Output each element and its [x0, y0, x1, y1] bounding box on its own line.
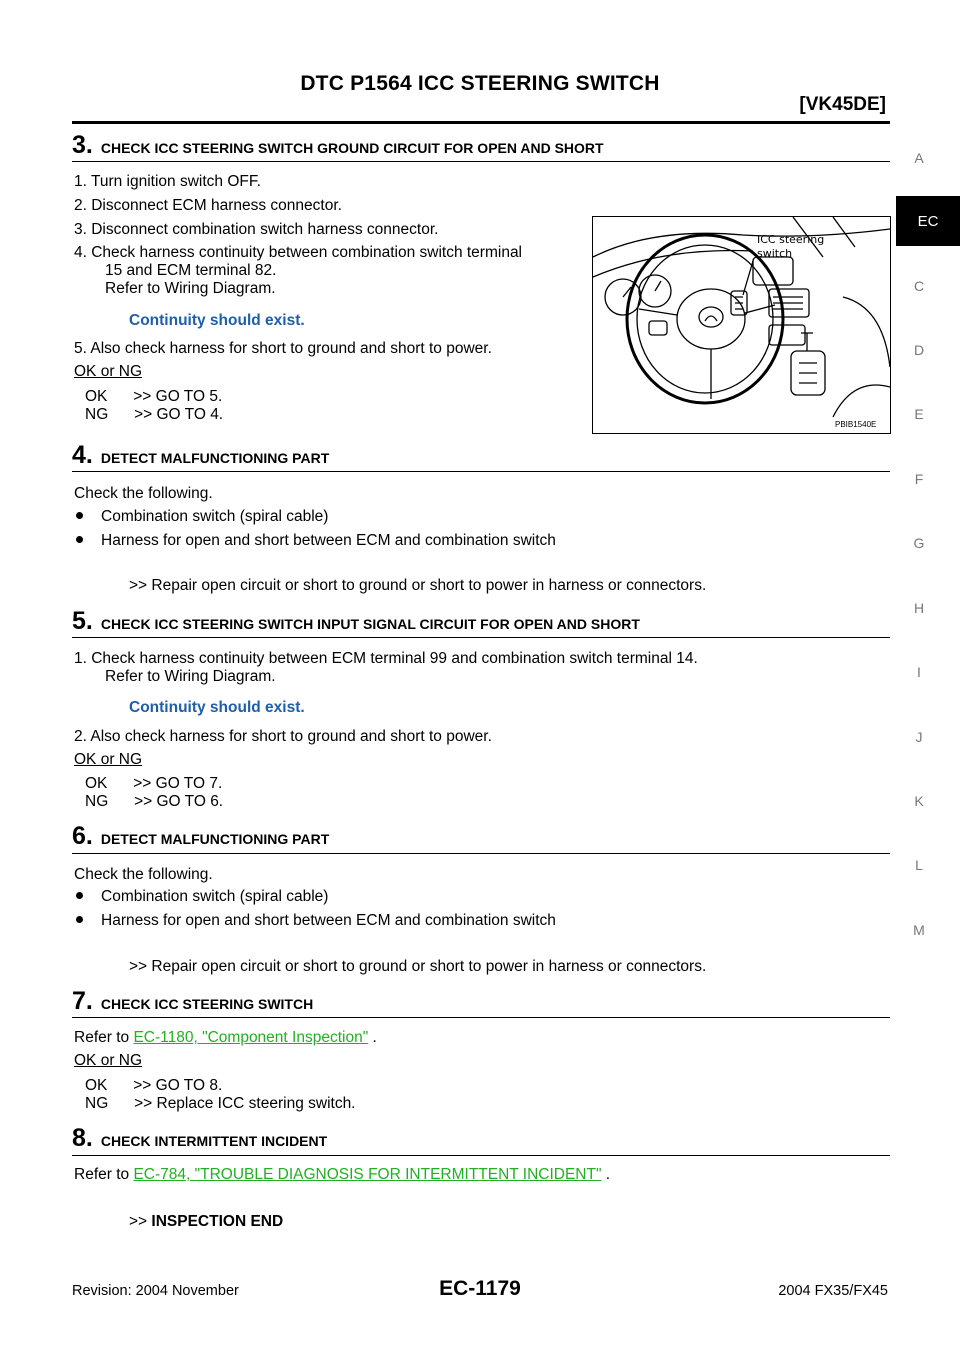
side-index-m[interactable]: M	[913, 922, 925, 938]
step-5-ng: NG >> GO TO 6.	[85, 793, 224, 810]
step-3-item-1: 1. Turn ignition switch OFF.	[74, 173, 261, 190]
side-index-d[interactable]: D	[913, 342, 925, 358]
refer-prefix: Refer to	[74, 1029, 134, 1046]
side-index-c[interactable]: C	[913, 278, 925, 294]
list-item-text: Harness for open and short between ECM and combination switch	[101, 532, 556, 549]
step-3-item-4-refer: Refer to Wiring Diagram.	[105, 280, 276, 297]
side-index-e[interactable]: E	[914, 406, 924, 422]
refer-prefix: Refer to	[74, 1166, 134, 1183]
step-4-action: >> Repair open circuit or short to ground or short to power in harness or connectors.	[129, 577, 707, 594]
step-3-ok-or-ng: OK or NG	[74, 363, 143, 380]
side-index-l[interactable]: L	[915, 857, 923, 873]
step-6-heading	[72, 822, 329, 851]
step-7-rule	[72, 1017, 890, 1018]
step-3-item-2: 2. Disconnect ECM harness connector.	[74, 197, 342, 214]
step-5-item-2: 2. Also check harness for short to ground and short to power.	[74, 728, 492, 745]
step-7-ok: OK >> GO TO 8.	[85, 1077, 223, 1094]
list-item-text: Combination switch (spiral cable)	[101, 508, 329, 525]
page-number: EC-1179	[439, 1277, 521, 1300]
step-title: CHECK ICC STEERING SWITCH GROUND CIRCUIT FOR OPEN AND SHORT	[100, 140, 604, 156]
step-7-ng: NG >> Replace ICC steering switch.	[85, 1095, 356, 1112]
step-6-action: >> Repair open circuit or short to ground or short to power in harness or connectors.	[129, 958, 707, 975]
side-index-f[interactable]: F	[914, 471, 924, 487]
step-number: 7.	[72, 987, 93, 1015]
step-title: CHECK INTERMITTENT INCIDENT	[100, 1133, 328, 1149]
step-3-item-3: 3. Disconnect combination switch harness connector.	[74, 221, 439, 238]
list-item	[76, 532, 556, 550]
step-number: 3.	[72, 131, 93, 159]
step-5-heading	[72, 607, 640, 636]
engine-code: [VK45DE]	[799, 94, 886, 115]
step-title: DETECT MALFUNCTIONING PART	[100, 450, 330, 466]
step-title: DETECT MALFUNCTIONING PART	[100, 831, 330, 847]
step-5-item-1-refer: Refer to Wiring Diagram.	[105, 668, 276, 685]
side-index-ec-active[interactable]: EC	[896, 196, 960, 246]
side-index-k[interactable]: K	[914, 793, 924, 809]
list-item-text: Harness for open and short between ECM and combination switch	[101, 912, 556, 929]
end-prefix: >>	[129, 1213, 152, 1230]
figure-code: PBIB1540E	[835, 420, 877, 429]
step-5-item-1: 1. Check harness continuity between ECM terminal 99 and combination switch terminal 14.	[74, 650, 698, 667]
step-5-rule	[72, 637, 890, 638]
step-5-ok-or-ng: OK or NG	[74, 751, 143, 768]
list-item-text: Combination switch (spiral cable)	[101, 888, 329, 905]
figure-label-line-1: ICC steering	[757, 233, 825, 246]
header-rule	[72, 121, 890, 124]
step-8-end	[129, 1213, 283, 1231]
step-3-spec: Continuity should exist.	[129, 312, 305, 329]
step-3-ng: NG >> GO TO 4.	[85, 406, 224, 423]
step-4-rule	[72, 471, 890, 472]
step-5-spec: Continuity should exist.	[129, 699, 305, 716]
intermittent-incident-link[interactable]: EC-784, "TROUBLE DIAGNOSIS FOR INTERMITTENT INCIDENT"	[133, 1166, 602, 1183]
step-number: 5.	[72, 607, 93, 635]
footer-revision: Revision: 2004 November	[72, 1283, 239, 1299]
steering-wheel-illustration	[593, 217, 890, 433]
step-4-intro: Check the following.	[74, 485, 213, 502]
step-7-heading	[72, 987, 313, 1016]
side-index-a[interactable]: A	[914, 150, 924, 166]
step-7-refer	[74, 1029, 377, 1047]
side-index-g[interactable]: G	[913, 535, 925, 551]
refer-suffix: .	[601, 1166, 611, 1183]
figure-label-line-2: switch	[757, 247, 793, 260]
step-3-item-4: 4. Check harness continuity between combination switch terminal	[74, 244, 523, 261]
step-3-heading	[72, 131, 604, 160]
bullet-icon	[76, 916, 83, 923]
side-index-i[interactable]: I	[917, 664, 921, 680]
step-5-ok: OK >> GO TO 7.	[85, 775, 223, 792]
bullet-icon	[76, 512, 83, 519]
step-number: 4.	[72, 441, 93, 469]
step-number: 6.	[72, 822, 93, 850]
footer-model: 2004 FX35/FX45	[778, 1283, 888, 1299]
step-3-rule	[72, 161, 890, 162]
list-item	[76, 888, 328, 906]
step-number: 8.	[72, 1124, 93, 1152]
step-3-item-5: 5. Also check harness for short to ground and short to power.	[74, 340, 492, 357]
step-3-ok: OK >> GO TO 5.	[85, 388, 223, 405]
step-title: CHECK ICC STEERING SWITCH	[100, 996, 314, 1012]
steering-wheel-figure	[592, 216, 891, 434]
page-title: DTC P1564 ICC STEERING SWITCH	[300, 72, 660, 95]
list-item	[76, 508, 328, 526]
list-item	[76, 912, 556, 930]
step-title: CHECK ICC STEERING SWITCH INPUT SIGNAL CIRCUIT FOR OPEN AND SHORT	[100, 616, 640, 632]
step-8-heading	[72, 1124, 327, 1153]
step-6-rule	[72, 853, 890, 854]
component-inspection-link[interactable]: EC-1180, "Component Inspection"	[133, 1029, 369, 1046]
bullet-icon	[76, 536, 83, 543]
side-index-h[interactable]: H	[913, 600, 925, 616]
side-index-j[interactable]: J	[915, 729, 923, 745]
step-6-intro: Check the following.	[74, 866, 213, 883]
inspection-end: INSPECTION END	[151, 1213, 284, 1230]
step-4-heading	[72, 441, 329, 470]
step-8-refer	[74, 1166, 610, 1184]
step-8-rule	[72, 1155, 890, 1156]
refer-suffix: .	[368, 1029, 377, 1046]
bullet-icon	[76, 892, 83, 899]
step-7-ok-or-ng: OK or NG	[74, 1052, 143, 1069]
step-3-item-4-cont: 15 and ECM terminal 82.	[105, 262, 277, 279]
